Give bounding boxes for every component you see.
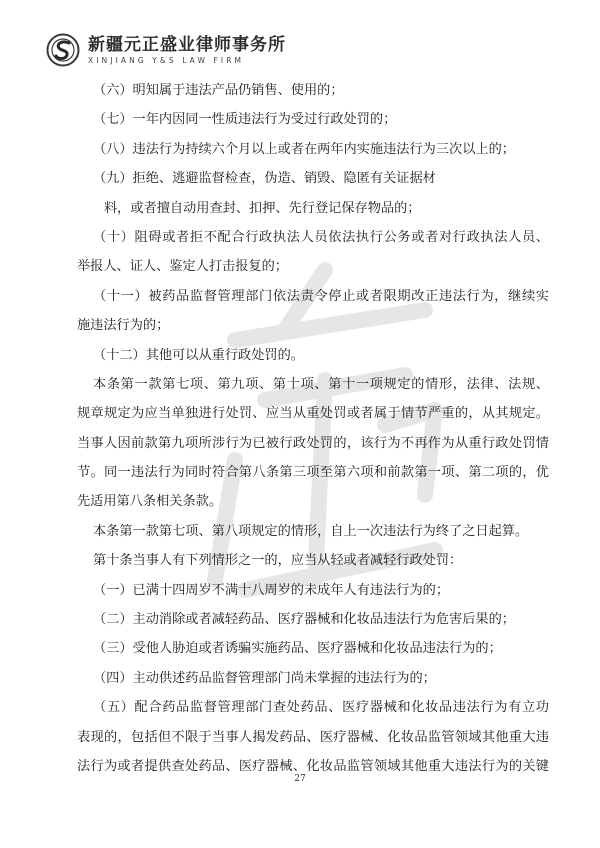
- firm-brand: [88, 35, 286, 66]
- text-line: （一）已满十四周岁不满十八周岁的未成年人有违法行为的；: [93, 582, 450, 598]
- text-line: 表现的，包括但不限于当事人揭发药品、医疗器械、化妆品监管领域其他重大违: [77, 729, 549, 745]
- text-line: 先适用第八条相关条款。: [77, 494, 223, 510]
- text-line: （十一）被药品监督管理部门依法责令停止或者限期改正违法行为，继续实: [93, 288, 549, 304]
- firm-logo-icon: [46, 33, 80, 67]
- firm-name-en: XINJIANG Y&S LAW FIRM: [88, 55, 245, 65]
- text-line: 法行为或者提供查处药品、医疗器械、化妆品监管领域其他重大违法行为的关键: [77, 758, 549, 774]
- text-line: （七）一年内因同一性质违法行为受过行政处罚的；: [93, 112, 397, 128]
- text-line: （八）违法行为持续六个月以上或者在两年内实施违法行为三次以上的；: [93, 141, 515, 157]
- text-line: （五）配合药品监督管理部门查处药品、医疗器械和化妆品违法行为有立功: [93, 700, 549, 716]
- page-number: 27: [294, 774, 306, 784]
- text-line: 节。同一违法行为同时符合第八条第三项至第六项和前款第一项、第二项的，优: [77, 465, 549, 481]
- text-line: 当事人因前款第九项所涉行为已被行政处罚的，该行为不再作为从重行政处罚情: [77, 435, 549, 451]
- text-line: 举报人、证人、鉴定人打击报复的；: [77, 259, 288, 275]
- text-line: 施违法行为的；: [77, 318, 170, 334]
- text-line: （六）明知属于违法产品仍销售、使用的；: [93, 83, 344, 98]
- text-line: 本条第一款第七项、第八项规定的情形，自上一次违法行为终了之日起算。: [93, 523, 529, 539]
- text-line: 规章规定为应当单独进行处罚、应当从重处罚或者属于情节严重的，从其规定。: [77, 406, 549, 422]
- text-line: （三）受他人胁迫或者诱骗实施药品、医疗器械和化妆品违法行为的；: [93, 641, 502, 657]
- text-line: （九）拒绝、逃避监督检查，伪造、销毁、隐匿有关证据材: [93, 171, 436, 187]
- text-line: 料，或者擅自动用查封、扣押、先行登记保存物品的；: [104, 200, 421, 216]
- text-line: （十二）其他可以从重行政处罚的。: [93, 347, 304, 363]
- page-header: [46, 30, 286, 70]
- text-line: （二）主动消除或者减轻药品、医疗器械和化妆品违法行为危害后果的；: [93, 612, 515, 628]
- text-line: （四）主动供述药品监督管理部门尚未掌握的违法行为的；: [93, 670, 436, 686]
- text-line: 本条第一款第七项、第九项、第十项、第十一项规定的情形，法律、法规、: [93, 376, 549, 392]
- text-line: （十）阻碍或者拒不配合行政执法人员依法执行公务或者对行政执法人员、: [93, 229, 549, 245]
- document-body: [77, 76, 549, 781]
- firm-name-cn: 新疆元正盛业律师事务所: [88, 34, 286, 55]
- text-line: 第十条当事人有下列情形之一的，应当从轻或者减轻行政处罚：: [93, 553, 463, 569]
